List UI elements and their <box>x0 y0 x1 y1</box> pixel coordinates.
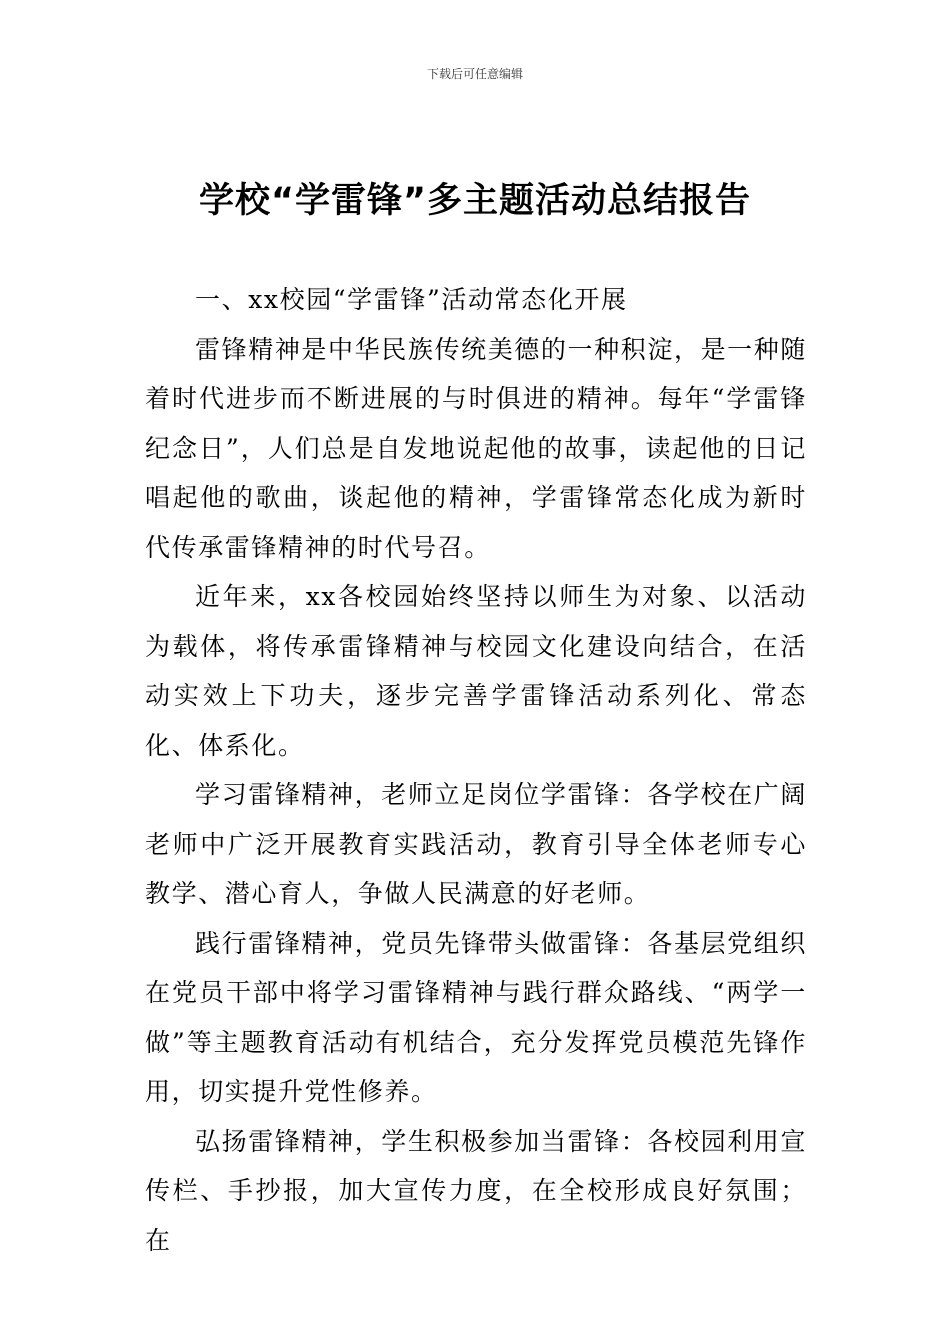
section-heading: 一、xx校园“学雷锋”活动常态化开展 <box>195 285 628 314</box>
paragraph-teachers: 学习雷锋精神，老师立足岗位学雷锋：各学校在广阔老师中广泛开展教育实践活动，教育引导全体老师专心教学、潜心育人，争做人民满意的好老师。 <box>145 780 807 908</box>
paragraph-recent-years: 近年来，xx各校园始终坚持以师生为对象、以活动为载体，将传承雷锋精神与校园文化建设向结合，在活动实效上下功夫，逐步完善学雷锋活动系列化、常态化、体系化。 <box>145 582 807 760</box>
paragraph-intro: 雷锋精神是中华民族传统美德的一种积淀，是一种随着时代进步而不断进展的与时俱进的精神。每年“学雷锋纪念日”，人们总是自发地说起他的故事，读起他的日记唱起他的歌曲，谈起他的精神，学雷锋常态化成为新时代传承雷锋精神的时代号召。 <box>145 334 807 562</box>
paragraph-students: 弘扬雷锋精神，学生积极参加当雷锋：各校园利用宣传栏、手抄报，加大宣传力度，在全校形成良好氛围；在 <box>145 1126 807 1255</box>
document-title: 学校“学雷锋”多主题活动总结报告 <box>198 181 751 221</box>
header-note: 下载后可任意编辑 <box>426 67 523 81</box>
paragraph-party-members: 践行雷锋精神，党员先锋带头做雷锋：各基层党组织在党员干部中将学习雷锋精神与践行群众路线、“两学一做”等主题教育活动有机结合，充分发挥党员模范先锋作用，切实提升党性修养。 <box>145 928 807 1106</box>
document-body <box>145 275 807 1265</box>
